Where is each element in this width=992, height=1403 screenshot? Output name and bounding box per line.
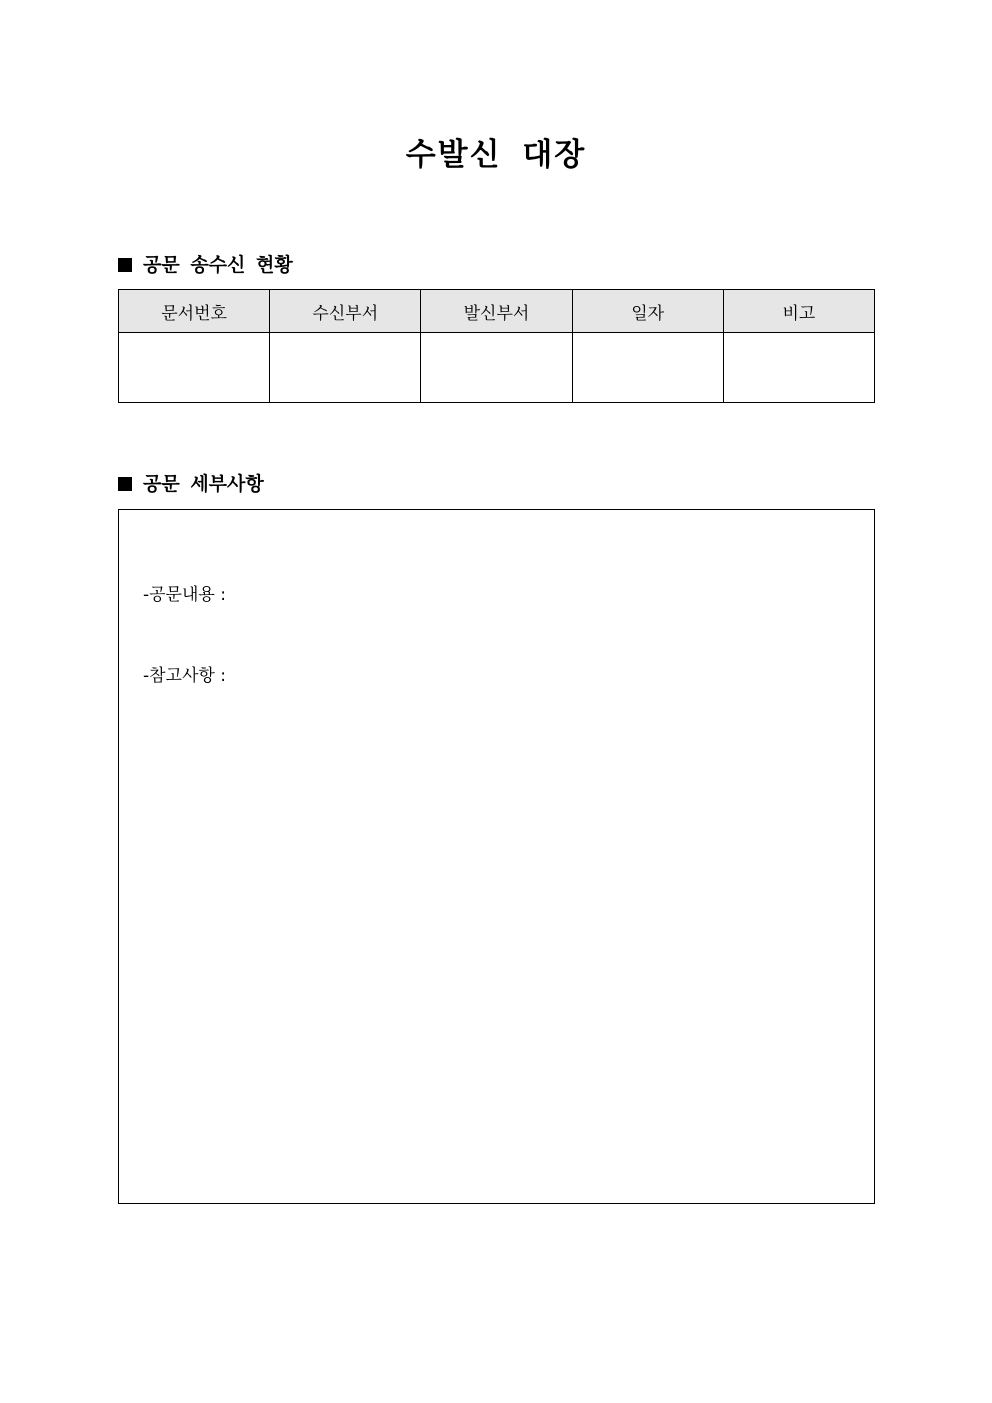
cell-remarks[interactable] [723, 333, 874, 403]
reference-line [143, 663, 231, 690]
content-line [143, 582, 231, 609]
cell-receiving-department[interactable] [270, 333, 421, 403]
square-bullet-icon [118, 477, 132, 491]
document-status-table [118, 289, 875, 403]
column-header-document-number: 문서번호 [119, 290, 270, 333]
square-bullet-icon [118, 258, 132, 272]
status-section-heading [118, 252, 293, 278]
details-section-title: 공문 세부사항 [143, 473, 264, 495]
details-section-heading [118, 471, 264, 497]
cell-sending-department[interactable] [421, 333, 572, 403]
status-section-title: 공문 송수신 현황 [143, 254, 293, 276]
cell-document-number[interactable] [119, 333, 270, 403]
reference-label: -참고사항 : [143, 666, 226, 686]
content-label: -공문내용 : [143, 585, 226, 605]
table-row [119, 333, 875, 403]
column-header-sending-department: 발신부서 [421, 290, 572, 333]
document-title: 수발신 대장 [405, 137, 587, 173]
cell-date[interactable] [572, 333, 723, 403]
column-header-remarks: 비고 [723, 290, 874, 333]
column-header-receiving-department: 수신부서 [270, 290, 421, 333]
table-header-row [119, 290, 875, 333]
details-box[interactable] [118, 509, 875, 1204]
column-header-date: 일자 [572, 290, 723, 333]
